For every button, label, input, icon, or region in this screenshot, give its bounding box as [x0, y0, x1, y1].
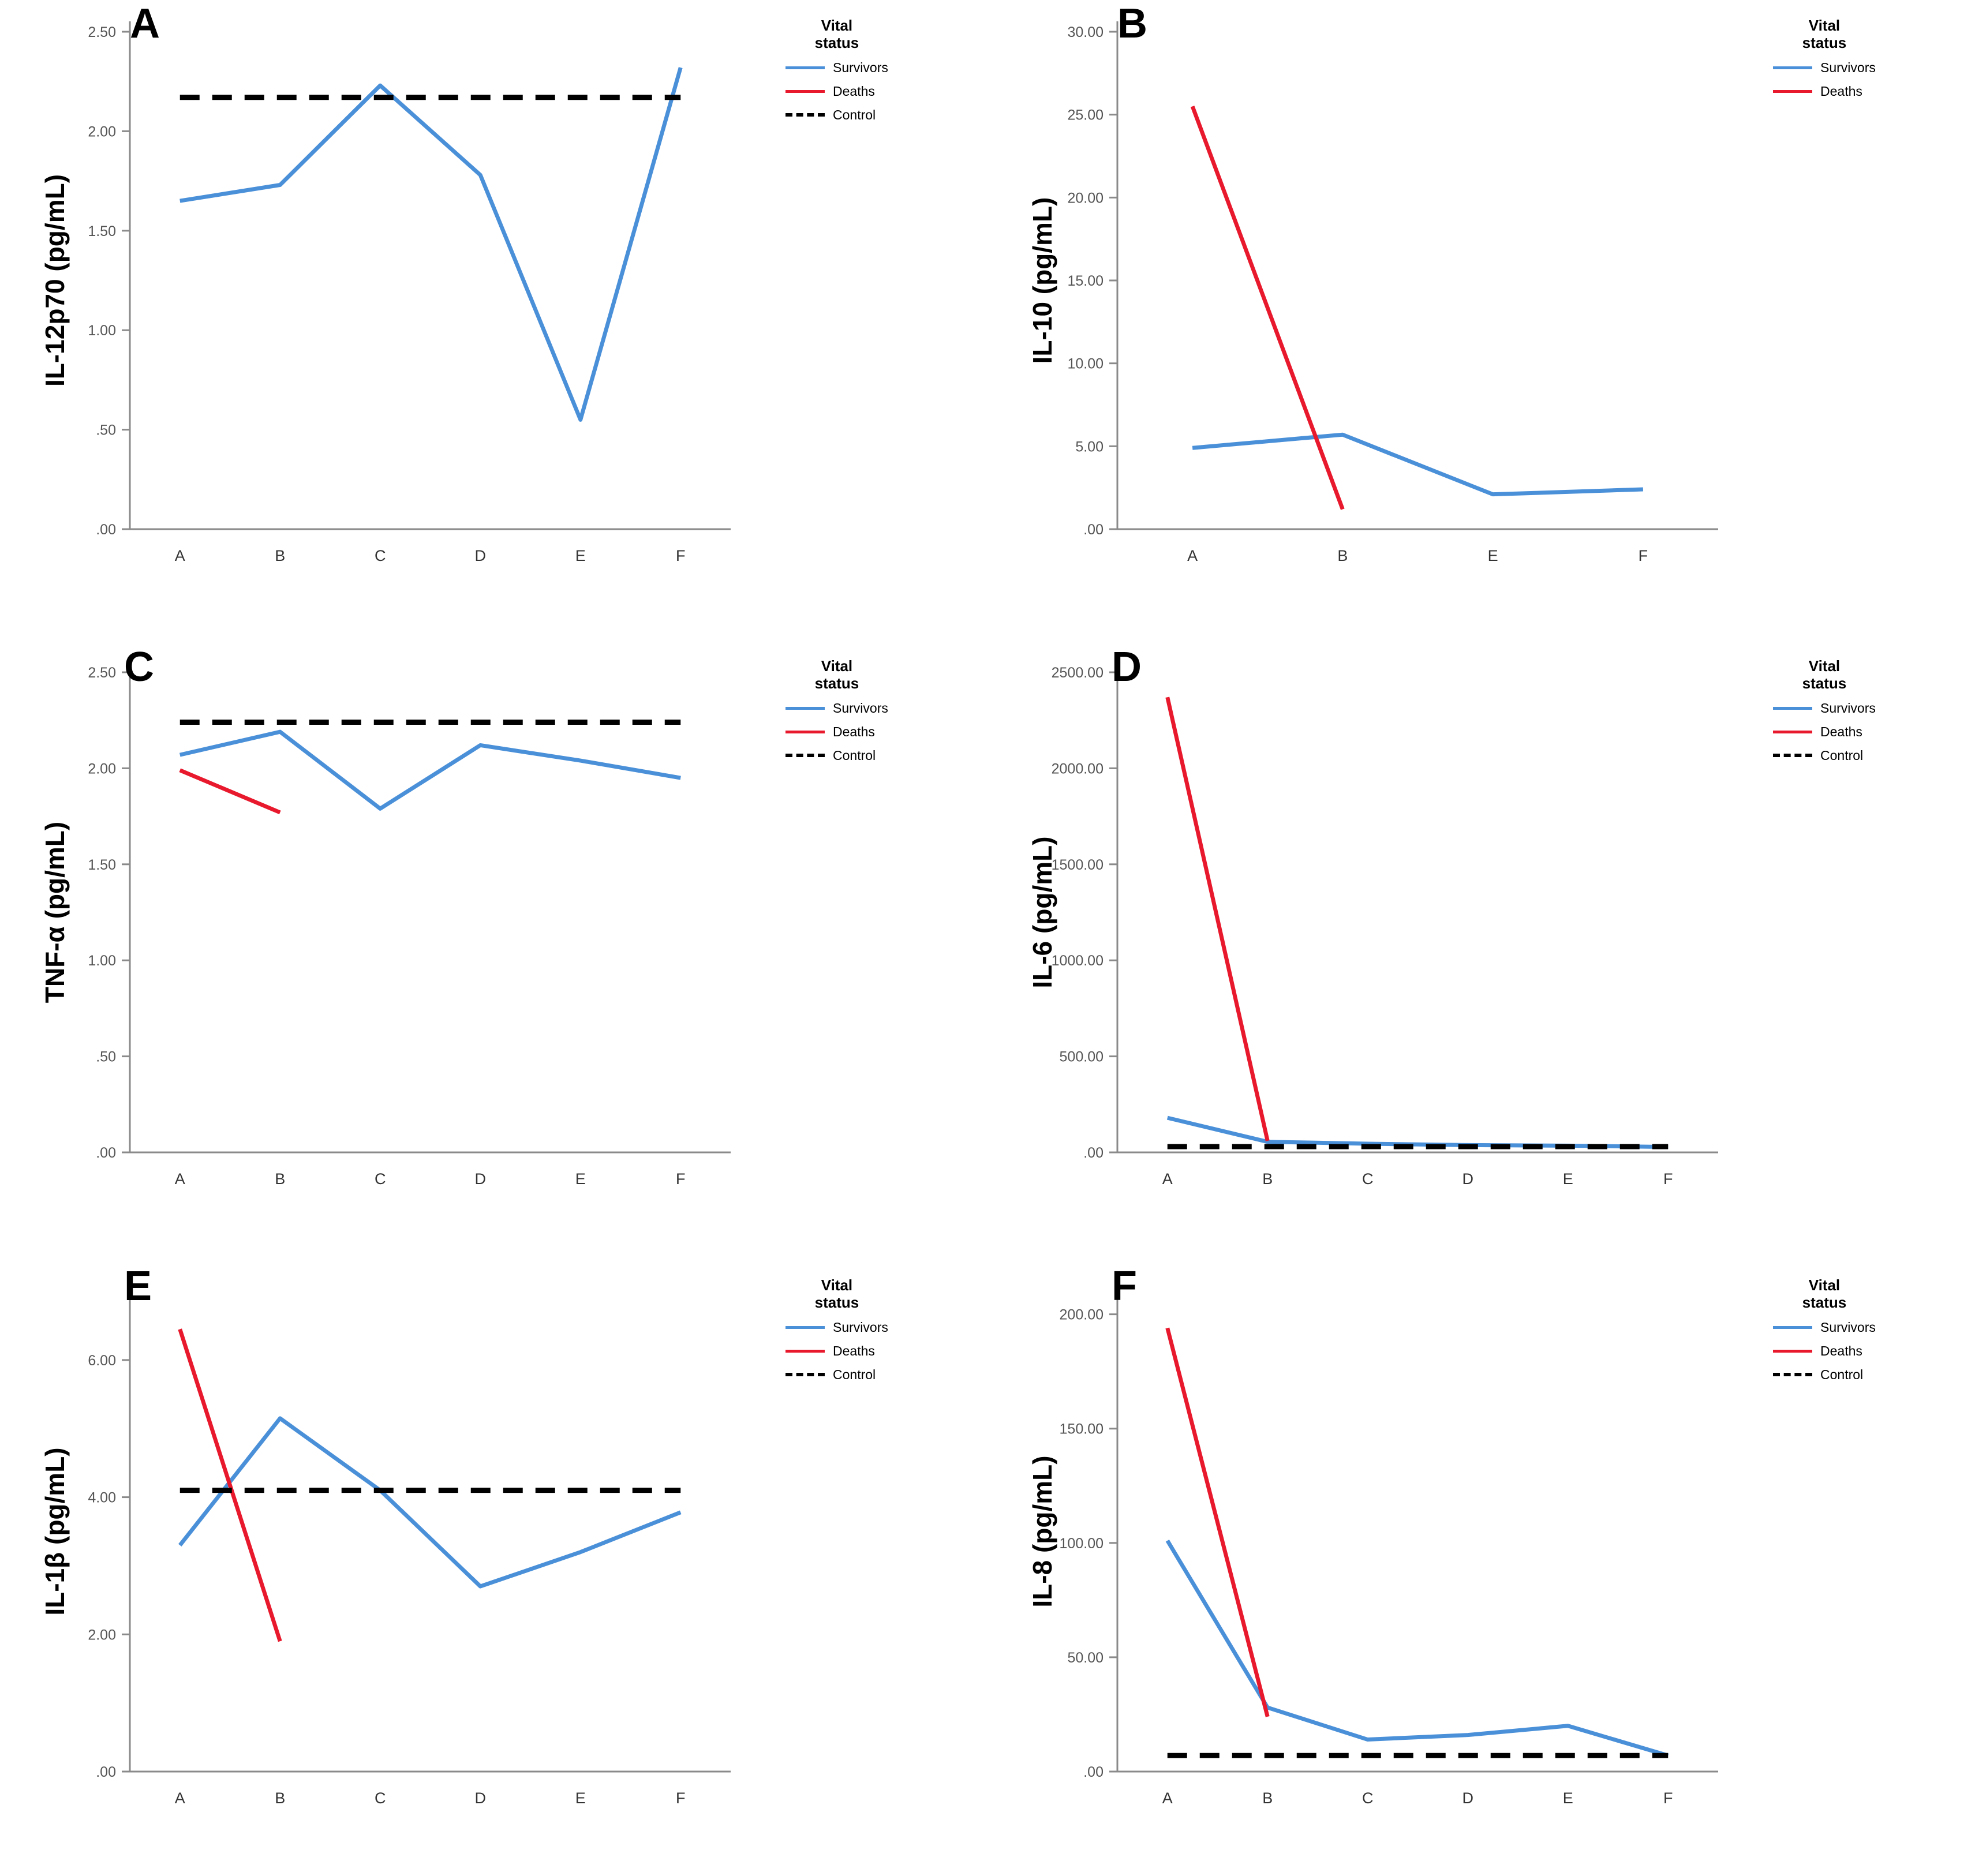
legend-label: Deaths — [1820, 724, 1862, 739]
x-tick-label: D — [1462, 1170, 1473, 1188]
y-tick-label: 10.00 — [1067, 355, 1104, 372]
panel-letter-e: E — [124, 1263, 152, 1310]
y-axis-label: IL-10 (pg/mL) — [1027, 197, 1057, 364]
y-tick-label: .00 — [96, 1145, 116, 1162]
legend-label: Deaths — [1820, 1343, 1862, 1358]
legend-item-deaths[interactable] — [1773, 84, 1876, 99]
legend-label: Deaths — [1820, 83, 1862, 99]
legend-swatch-icon — [1773, 90, 1812, 93]
series-line-deaths — [1168, 1328, 1268, 1717]
y-tick-label: 5.00 — [1075, 439, 1104, 455]
legend-label: Survivors — [1820, 1319, 1876, 1335]
legend-f — [1773, 1277, 1876, 1383]
y-tick-label: 200.00 — [1059, 1306, 1104, 1323]
y-tick-label: 500.00 — [1059, 1049, 1104, 1065]
legend-subtitle: status — [1802, 675, 1847, 692]
legend-item-survivors[interactable] — [1773, 60, 1876, 76]
legend-label: Survivors — [833, 59, 888, 75]
chart-panel-a — [0, 0, 988, 638]
legend-swatch-icon — [1773, 66, 1812, 69]
legend-subtitle: status — [1802, 33, 1847, 51]
x-tick-label: B — [275, 1789, 286, 1807]
x-tick-label: B — [1262, 1170, 1273, 1188]
series-line-survivors — [1168, 1118, 1669, 1147]
panel-letter-d: D — [1112, 644, 1142, 691]
legend-label: Survivors — [1820, 59, 1876, 75]
x-tick-label: D — [474, 547, 486, 564]
legend-item-control[interactable] — [1773, 748, 1876, 763]
y-tick-label: 15.00 — [1067, 273, 1104, 289]
x-tick-label: A — [174, 547, 185, 564]
legend-swatch-icon — [785, 90, 825, 93]
legend-item-control[interactable] — [1773, 1367, 1876, 1383]
x-tick-label: A — [174, 1170, 185, 1188]
y-tick-label: 1.00 — [88, 953, 116, 969]
legend-item-deaths[interactable] — [1773, 724, 1876, 740]
legend-swatch-icon — [785, 707, 825, 710]
legend-label: Survivors — [1820, 700, 1876, 716]
series-line-survivors — [180, 732, 681, 808]
legend-swatch-icon — [785, 1350, 825, 1353]
series-line-survivors — [1168, 1541, 1669, 1755]
y-tick-label: 1.50 — [88, 223, 116, 239]
legend-label: Deaths — [833, 1343, 875, 1358]
x-tick-label: F — [1663, 1170, 1673, 1188]
legend-item-control[interactable] — [785, 748, 888, 763]
y-axis-label: TNF-α (pg/mL) — [40, 821, 70, 1003]
legend-label: Control — [833, 107, 876, 122]
legend-swatch-icon — [785, 1373, 825, 1376]
legend-subtitle: status — [814, 675, 859, 692]
x-tick-label: B — [275, 1170, 286, 1188]
legend-item-survivors[interactable] — [785, 60, 888, 76]
legend-swatch-icon — [1773, 731, 1812, 733]
y-tick-label: 2.00 — [88, 1627, 116, 1643]
chart-panel-f — [988, 1257, 1975, 1876]
legend-a — [785, 17, 888, 123]
x-tick-label: C — [1362, 1789, 1374, 1807]
legend-subtitle: status — [814, 33, 859, 51]
legend-item-deaths[interactable] — [785, 84, 888, 99]
x-tick-label: D — [1462, 1789, 1473, 1807]
legend-title: Vital — [821, 17, 853, 34]
y-tick-label: 1500.00 — [1051, 856, 1104, 873]
y-tick-label: 2.00 — [88, 761, 116, 777]
y-tick-label: .00 — [1083, 522, 1104, 538]
y-tick-label: 2000.00 — [1051, 761, 1104, 777]
panel-letter-c: C — [124, 644, 154, 691]
legend-swatch-icon — [785, 754, 825, 757]
panel-letter-b: B — [1117, 1, 1147, 47]
x-tick-label: E — [1487, 547, 1498, 564]
y-tick-label: .00 — [96, 1764, 116, 1781]
legend-e — [785, 1277, 888, 1383]
legend-label: Control — [1820, 1366, 1864, 1382]
x-tick-label: C — [1362, 1170, 1374, 1188]
y-tick-label: 2.00 — [88, 123, 116, 140]
legend-swatch-icon — [1773, 1373, 1812, 1376]
x-tick-label: D — [474, 1789, 486, 1807]
legend-subtitle: status — [814, 1293, 859, 1311]
x-tick-label: A — [1187, 547, 1198, 564]
y-axis-label: IL-1β (pg/mL) — [40, 1447, 70, 1616]
x-tick-label: D — [474, 1170, 486, 1188]
legend-c — [785, 658, 888, 763]
legend-label: Deaths — [833, 724, 875, 739]
y-tick-label: 2.50 — [88, 24, 116, 40]
x-tick-label: A — [174, 1789, 185, 1807]
y-axis-label: IL-8 (pg/mL) — [1027, 1455, 1057, 1608]
x-tick-label: A — [1162, 1170, 1173, 1188]
x-tick-label: E — [575, 1170, 586, 1188]
legend-item-deaths[interactable] — [785, 724, 888, 740]
x-tick-label: E — [1562, 1170, 1573, 1188]
legend-title: Vital — [1808, 1276, 1841, 1294]
chart-panel-c — [0, 638, 988, 1257]
x-tick-label: F — [1663, 1789, 1673, 1807]
panel-letter-f: F — [1112, 1263, 1137, 1310]
y-tick-label: 20.00 — [1067, 190, 1104, 207]
legend-swatch-icon — [785, 731, 825, 733]
y-axis-label: IL-12p70 (pg/mL) — [40, 174, 70, 387]
chart-panel-b — [988, 0, 1975, 638]
legend-swatch-icon — [1773, 1326, 1812, 1329]
y-tick-label: 2500.00 — [1051, 665, 1104, 681]
series-line-deaths — [1168, 697, 1268, 1141]
legend-label: Survivors — [833, 700, 888, 716]
chart-panel-d — [988, 638, 1975, 1257]
panel-letter-a: A — [130, 1, 160, 47]
legend-item-deaths[interactable] — [785, 1343, 888, 1359]
legend-label: Control — [833, 747, 876, 763]
series-line-survivors — [180, 68, 681, 420]
legend-swatch-icon — [1773, 754, 1812, 757]
y-tick-label: 25.00 — [1067, 107, 1104, 123]
legend-item-survivors[interactable] — [785, 701, 888, 716]
x-tick-label: C — [375, 1170, 386, 1188]
legend-title: Vital — [821, 1276, 853, 1294]
y-tick-label: 1000.00 — [1051, 953, 1104, 969]
y-tick-label: 1.50 — [88, 856, 116, 873]
legend-swatch-icon — [785, 66, 825, 69]
y-tick-label: 4.00 — [88, 1489, 116, 1506]
legend-item-control[interactable] — [785, 1367, 888, 1383]
y-tick-label: 100.00 — [1059, 1535, 1104, 1552]
x-tick-label: F — [1638, 547, 1648, 564]
legend-label: Deaths — [833, 83, 875, 99]
legend-item-deaths[interactable] — [1773, 1343, 1876, 1359]
x-tick-label: E — [1562, 1789, 1573, 1807]
legend-title: Vital — [1808, 17, 1841, 34]
legend-b — [1773, 17, 1876, 99]
x-tick-label: B — [1262, 1789, 1273, 1807]
x-tick-label: C — [375, 1789, 386, 1807]
x-tick-label: F — [676, 547, 686, 564]
legend-label: Survivors — [833, 1319, 888, 1335]
y-tick-label: 6.00 — [88, 1352, 116, 1369]
y-axis-label: IL-6 (pg/mL) — [1027, 836, 1057, 988]
y-tick-label: 2.50 — [88, 665, 116, 681]
y-tick-label: .50 — [96, 422, 116, 439]
legend-title: Vital — [821, 657, 853, 675]
y-tick-label: 30.00 — [1067, 24, 1104, 40]
x-tick-label: E — [575, 1789, 586, 1807]
legend-swatch-icon — [1773, 1350, 1812, 1353]
legend-title: Vital — [1808, 657, 1841, 675]
series-line-survivors — [1192, 435, 1643, 494]
x-tick-label: F — [676, 1170, 686, 1188]
x-tick-label: B — [1337, 547, 1348, 564]
y-tick-label: .00 — [1083, 1145, 1104, 1162]
x-tick-label: C — [375, 547, 386, 564]
chart-panel-e — [0, 1257, 988, 1876]
x-tick-label: E — [575, 547, 586, 564]
legend-subtitle: status — [1802, 1293, 1847, 1311]
y-tick-label: 1.00 — [88, 323, 116, 339]
x-tick-label: A — [1162, 1789, 1173, 1807]
series-line-deaths — [1192, 106, 1342, 509]
x-tick-label: B — [275, 547, 286, 564]
x-tick-label: F — [676, 1789, 686, 1807]
legend-swatch-icon — [1773, 707, 1812, 710]
y-tick-label: .00 — [1083, 1764, 1104, 1781]
y-tick-label: 150.00 — [1059, 1421, 1104, 1437]
legend-item-survivors[interactable] — [1773, 701, 1876, 716]
legend-swatch-icon — [785, 113, 825, 117]
legend-item-survivors[interactable] — [1773, 1320, 1876, 1335]
legend-item-survivors[interactable] — [785, 1320, 888, 1335]
y-tick-label: .00 — [96, 522, 116, 538]
legend-label: Control — [1820, 747, 1864, 763]
legend-item-control[interactable] — [785, 107, 888, 123]
legend-swatch-icon — [785, 1326, 825, 1329]
series-line-deaths — [180, 1329, 280, 1641]
series-line-deaths — [180, 770, 280, 812]
legend-d — [1773, 658, 1876, 763]
y-tick-label: 50.00 — [1067, 1649, 1104, 1666]
y-tick-label: .50 — [96, 1049, 116, 1065]
legend-label: Control — [833, 1366, 876, 1382]
